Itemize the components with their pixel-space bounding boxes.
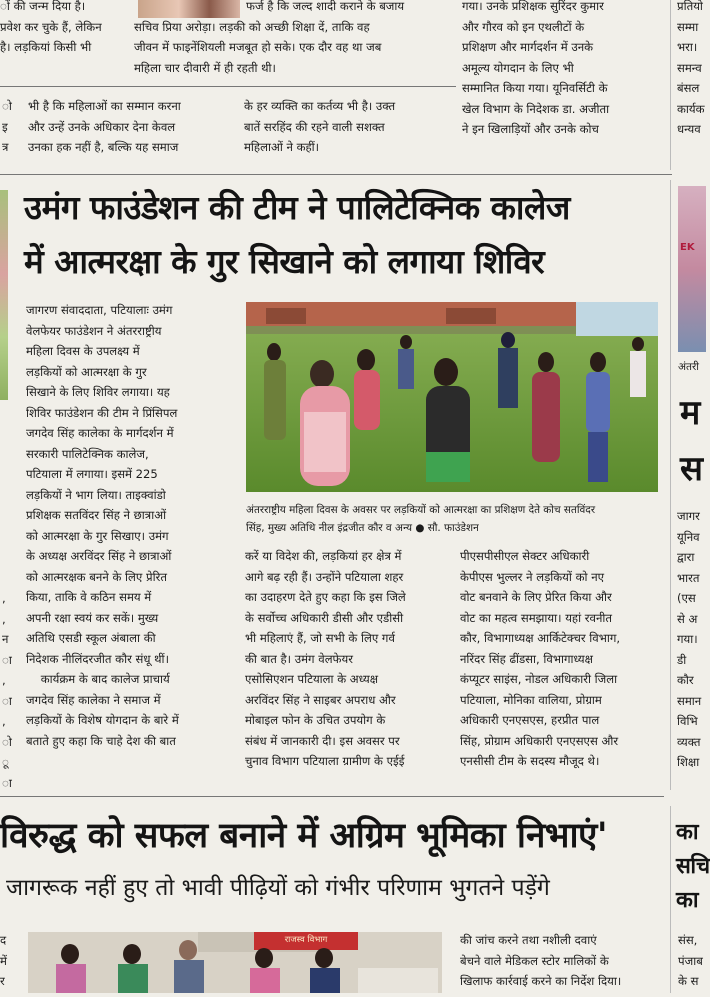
text-line: , (2, 673, 6, 687)
text-line: समान (677, 693, 702, 708)
text-line: महिला दिवस के उपलक्ष्य में (26, 344, 140, 358)
text-line: व्यक्त (677, 734, 701, 749)
photo-caption-line-1: अंतरराष्ट्रीय महिला दिवस के अवसर पर लड़कियों को आत्मरक्षा का प्रशिक्षण देते कोच सतविंदर (246, 504, 596, 516)
text-line: वेलफेयर फाउंडेशन ने अंतरराष्ट्रीय (26, 323, 162, 338)
training-photo (246, 302, 658, 492)
text-line: की जांच करने तथा नशीली दवाएं (460, 933, 597, 947)
article-column-3 (460, 546, 660, 772)
text-line: ू (2, 755, 9, 769)
right-column-text (677, 506, 706, 773)
text-line: सम्मानित किया गया। यूनिवर्सिटी के (462, 81, 608, 95)
left-edge-photo (0, 190, 8, 400)
bottom-headline: विरुद्ध को सफल बनाने में अग्रिम भूमिका निभाएं' (0, 816, 608, 856)
text-line: , (2, 714, 6, 728)
top-row2-a (2, 96, 16, 158)
text-line: इ (2, 119, 8, 134)
text-line: का उदाहरण देते हुए कहा कि इस जिले (245, 590, 406, 604)
text-line: शिविर फाउंडेशन की टीम ने प्रिंसिपल (26, 405, 178, 420)
text-line: से अ (677, 611, 698, 626)
headline-line-1: उमंग फाउंडेशन की टीम ने पालिटेक्निक कालेज (24, 188, 570, 227)
text-line: गया। उनके प्रशिक्षक सुरिंदर कुमार (462, 0, 604, 13)
right-headline-2: स (680, 449, 703, 489)
right-headline-1: म (680, 393, 700, 433)
text-line: बातें सरहिंद की रहने वाली सशक्त (244, 119, 385, 134)
bottom-subhead: जागरूक नहीं हुए तो भावी पीढ़ियों को गंभीर परिणाम भुगतने पड़ेंगे (6, 875, 550, 901)
right-small-label: अंतरी (678, 361, 700, 373)
text-line: की बात है। उमंग वेलफेयर (245, 651, 353, 666)
photo-caption-line-2: सिंह, मुख्य अतिथि नील इंद्रजीत कौर व अन्य ● सौ. फाउंडेशन (246, 522, 479, 534)
meeting-photo (28, 932, 442, 993)
text-line: चुनाव विभाग पटियाला ग्रामीण के एईई (245, 754, 405, 768)
text-line: महिलाओं ने कहीं। (244, 140, 320, 154)
divider (0, 796, 664, 797)
text-line: अपनी रक्षा स्वयं कर सकें। मुख्य (26, 610, 159, 625)
text-line: ा (2, 652, 12, 667)
text-line: सरकारी पालिटेक्निक कालेज, (26, 446, 149, 461)
text-line: शिक्षा (677, 755, 700, 769)
text-line: (एस (677, 591, 696, 605)
text-line: ो (2, 734, 12, 749)
text-line: भारत (677, 570, 700, 585)
text-line: ा (2, 775, 12, 790)
text-line: ों की जन्म दिया है। (0, 0, 86, 13)
text-line: प्रवेश कर चुके हैं, लेकिन (0, 19, 102, 34)
text-line: फर्ज है कि जल्द शादी कराने के बजाय (246, 0, 405, 13)
text-line: एसोसिएशन पटियाला के अध्यक्ष (245, 672, 379, 686)
text-line: अधिकारी एनएसएस, हरप्रीत पाल (460, 713, 600, 727)
text-line: अमूल्य योगदान के लिए भी (462, 60, 574, 75)
headline-line-2: में आत्मरक्षा के गुर सिखाने को लगाया शिविर (24, 242, 545, 281)
text-line: प्रशिक्षक सतविंदर सिंह ने छात्राओं (26, 508, 167, 522)
text-line: महिला चार दीवारी में ही रहती थी। (134, 60, 276, 75)
text-line: संबंध में जानकारी दी। इस अवसर पर (245, 733, 400, 748)
text-line: गया। (677, 632, 698, 646)
top-col-d (677, 0, 706, 140)
text-line: र (0, 974, 5, 988)
text-line: सचिव प्रिया अरोड़ा। लड़की को अच्छी शिक्षा दें, ताकि वह (134, 19, 370, 34)
text-line: वोट बनवाने के लिए प्रेरित किया और (460, 590, 612, 604)
text-line: और गौरव को इन एथलीटों के (462, 19, 585, 34)
top-row2-c (244, 96, 449, 158)
text-line: आगे बढ़ रही हैं। उन्होंने पटियाला शहर (245, 569, 404, 584)
text-line: लड़कियों को आत्मरक्षा के गुर (26, 364, 147, 379)
text-line: को आत्मरक्षक बनने के लिए प्रेरित (26, 569, 167, 584)
text-line: भरा। (677, 40, 698, 54)
text-line: डी (677, 652, 687, 667)
text-line: निदेशक नीलिंदरजीत कौर संधू थीं। (26, 651, 169, 666)
column-divider (670, 0, 671, 170)
text-line: न (2, 632, 9, 646)
text-line: ा (2, 693, 12, 708)
text-line: जगदेव सिंह कालेका ने समाज में (26, 692, 161, 707)
text-line: कार्यक (677, 101, 705, 116)
divider (0, 174, 672, 175)
text-line: के स (678, 974, 699, 988)
text-line: जागर (677, 509, 700, 523)
top-col-a (0, 0, 126, 58)
bottom-far-right-text (678, 930, 706, 992)
text-line: है। लड़कियां किसी भी (0, 40, 92, 54)
text-line: संस, (678, 933, 698, 947)
text-line: जगदेव सिंह कालेका के मार्गदर्शन में (26, 426, 174, 440)
photo-label: EK (680, 242, 695, 253)
article-column-1 (26, 300, 238, 751)
text-line: का (676, 888, 699, 913)
text-line: के सर्वोच्च अधिकारी डीसी और एडीसी (245, 610, 404, 625)
text-line: समन्व (677, 60, 702, 75)
photo-banner: राजस्व विभाग (284, 935, 328, 945)
text-line: धन्यव (677, 122, 701, 136)
text-line: भी है कि महिलाओं का सम्मान करना (28, 99, 181, 113)
text-line: द्वारा (677, 550, 695, 564)
text-line: वोट का महत्व समझाया। यहां रवनीत (460, 610, 613, 625)
text-line: के हर व्यक्ति का कर्तव्य भी है। उक्त (244, 99, 396, 113)
text-line: कार्यक्रम के बाद कालेज प्राचार्य (26, 672, 170, 686)
text-line: कौर, विभागाध्यक्ष आर्किटेक्चर विभाग, (460, 631, 621, 645)
text-line: मोबाइल फोन के उचित उपयोग के (245, 713, 386, 727)
text-line: जागरण संवाददाता, पटियालाः उमंग (26, 303, 173, 317)
text-line: कंप्यूटर साइंस, नोडल अधिकारी जिला (460, 672, 618, 686)
text-line: विभि (677, 714, 698, 728)
column-divider (670, 180, 671, 790)
text-line: ो (2, 99, 12, 113)
text-line: नरिंदर सिंह ढींडसा, विभागाध्यक्ष (460, 651, 593, 666)
meeting-illustration (28, 932, 442, 993)
top-row2-b (28, 96, 233, 158)
text-line: एनसीसी टीम के सदस्य मौजूद थे। (460, 754, 600, 768)
text-line: का (676, 820, 699, 845)
text-line: प्रशिक्षण और मार्गदर्शन में उनके (462, 40, 594, 54)
text-line: सचि (676, 854, 710, 879)
text-line: केपीएस भुल्लर ने लड़कियों को नए (460, 569, 605, 584)
text-line: सिंह, प्रोग्राम अधिकारी एनएसएस और (460, 733, 619, 748)
text-line: लड़कियों ने भाग लिया। ताइक्वांडो (26, 487, 166, 502)
text-line: , (2, 611, 6, 626)
text-line: लड़कियों के विशेष योगदान के बारे में (26, 713, 179, 727)
text-line: जीवन में फाइनेंशियली मजबूत हो सके। एक दौर वह था जब (134, 40, 382, 54)
text-line: यूनिव (677, 529, 700, 544)
text-line: ने इन खिलाड़ियों और उनके कोच (462, 122, 599, 136)
text-line: पीएसपीसीएल सेक्टर अधिकारी (460, 549, 590, 563)
text-line: प्रतियो (677, 0, 703, 13)
text-line: खिलाफ कार्रवाई करने का निर्देश दिया। (460, 974, 622, 988)
top-col-c (462, 0, 662, 140)
top-col-b (134, 0, 446, 78)
text-line: करें या विदेश की, लड़कियां हर क्षेत्र में (245, 549, 402, 563)
text-line: बेचने वाले मेडिकल स्टोर मालिकों के (460, 953, 609, 968)
text-line: में (0, 953, 7, 968)
text-line: उनका हक नहीं है, बल्कि यह समाज (28, 140, 179, 154)
bottom-text-column (460, 930, 664, 992)
text-line: और उन्हें उनके अधिकार देना केवल (28, 119, 176, 134)
text-line: खेल विभाग के निदेशक डा. अजीता (462, 101, 610, 116)
text-line: भी महिलाएं हैं, जो सभी के लिए गर्व (245, 631, 395, 645)
text-line: बंसल (677, 81, 700, 95)
right-side-photo (678, 186, 706, 352)
text-line: किया, ताकि वे कठिन समय में (26, 590, 152, 604)
text-line: पंजाब (678, 953, 703, 968)
text-line: , (2, 591, 6, 605)
text-line: त्र (2, 140, 9, 154)
article-column-2 (245, 546, 443, 772)
text-line: को आत्मरक्षा के गुर सिखाए। उमंग (26, 528, 169, 543)
photo-illustration (246, 302, 658, 492)
text-line: अरविंदर सिंह ने साइबर अपराध और (245, 692, 396, 707)
text-line: अतिथि एसडी स्कूल अंबाला की (26, 631, 156, 645)
text-line: सिखाने के लिए शिविर लगाया। यह (26, 385, 170, 399)
text-line: द (0, 933, 7, 947)
column-divider (670, 806, 671, 993)
bottom-left-fragments (0, 930, 12, 992)
text-line: बताते हुए कहा कि चाहे देश की बात (26, 733, 176, 748)
divider (0, 86, 456, 87)
text-line: के अध्यक्ष अरविंदर सिंह ने छात्राओं (26, 549, 172, 563)
bottom-right-headline (676, 816, 710, 918)
text-line: कौर (677, 673, 694, 687)
left-edge-fragments (2, 588, 14, 793)
text-line: पटियाला, मोनिका वालिया, प्रोग्राम (460, 692, 602, 707)
text-line: पटियाला में लगाया। इसमें 225 (26, 467, 158, 481)
text-line: सम्मा (677, 19, 699, 34)
